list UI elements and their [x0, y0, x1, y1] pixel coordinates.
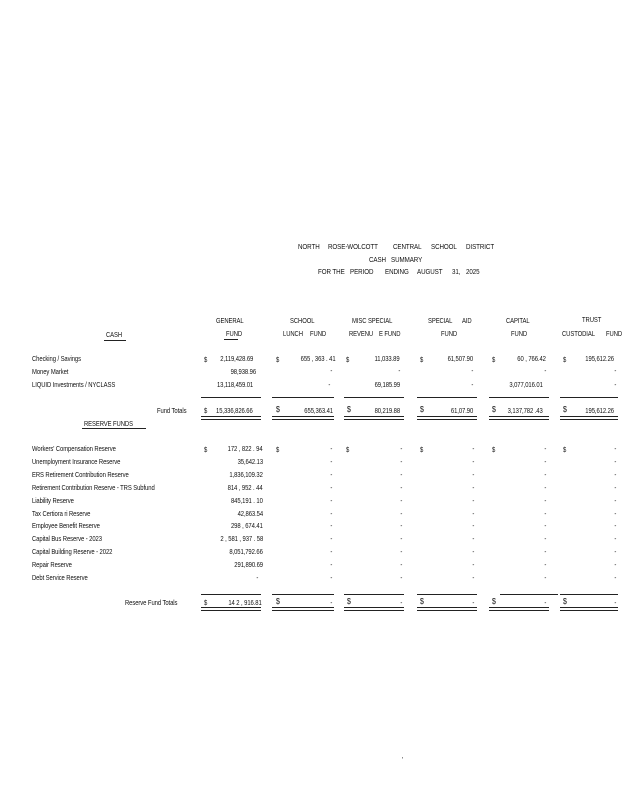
cell: 60 , 766.42: [517, 354, 546, 363]
cell: 2,119,428.69: [220, 354, 253, 363]
dollar-sign: $: [492, 596, 496, 606]
double-rule: [344, 416, 404, 420]
dollar-sign: $: [204, 598, 208, 607]
sum-rule: [272, 397, 334, 398]
cell: -: [544, 547, 546, 556]
cell: -: [256, 573, 258, 582]
col-general-top: GENERAL: [216, 316, 244, 325]
dollar-sign: $: [346, 355, 350, 364]
cell: -: [544, 496, 546, 505]
cell: -: [544, 470, 546, 479]
dollar-sign: $: [204, 445, 208, 454]
sum-rule: [272, 594, 334, 595]
cell: -: [330, 496, 332, 505]
cell: -: [400, 444, 402, 453]
col-underline: [224, 339, 238, 340]
row-label: Capital Bus Reserve - 2023: [32, 534, 102, 543]
cell: -: [330, 366, 332, 375]
cell: -: [614, 444, 616, 453]
double-rule: [201, 416, 261, 420]
cell: -: [472, 457, 474, 466]
cell: -: [614, 483, 616, 492]
dollar-sign: $: [492, 445, 496, 454]
header-word: AUGUST: [417, 267, 443, 276]
cell: -: [400, 573, 402, 582]
row-label: Employee Benefit Reserve: [32, 521, 100, 530]
cell: -: [400, 560, 402, 569]
col-lunch-bottom-b: FUND: [310, 329, 327, 338]
dollar-sign: $: [276, 355, 280, 364]
cell: 42,863.54: [237, 509, 263, 518]
header-word: NORTH: [298, 242, 320, 251]
cash-heading: CASH: [106, 330, 123, 339]
cell: -: [328, 380, 330, 389]
cell: -: [472, 444, 474, 453]
cell: -: [614, 509, 616, 518]
cell: -: [472, 509, 474, 518]
total-cell: 15,336,826.66: [216, 406, 253, 415]
dollar-sign: $: [420, 445, 424, 454]
cell: -: [472, 496, 474, 505]
dollar-sign: $: [563, 404, 567, 414]
cell: -: [330, 457, 332, 466]
sum-rule: [489, 397, 549, 398]
row-label: LIQUID Investments / NYCLASS: [32, 380, 116, 389]
dollar-sign: $: [420, 404, 424, 414]
cell: -: [614, 457, 616, 466]
cell: -: [614, 496, 616, 505]
col-special-bottom: FUND: [441, 329, 458, 338]
cell: -: [400, 470, 402, 479]
row-label: Capital Building Reserve - 2022: [32, 547, 113, 556]
cell: 2 , 581 , 937 . 58: [220, 534, 263, 543]
double-rule: [417, 607, 477, 611]
total-cell: -: [400, 598, 402, 607]
header-word: CASH: [369, 255, 386, 264]
col-misc-bottom-b: E FUND: [379, 329, 401, 338]
cell: -: [544, 444, 546, 453]
cell: -: [614, 560, 616, 569]
cell: -: [472, 521, 474, 530]
header-word: 31,: [452, 267, 461, 276]
reserve-heading: RESERVE FUNDS: [84, 419, 133, 428]
cell: -: [400, 457, 402, 466]
double-rule: [344, 607, 404, 611]
total-cell: -: [614, 598, 616, 607]
total-cell: 195,612.26: [585, 406, 614, 415]
cell: 3,077,016.01: [509, 380, 543, 389]
header-word: DISTRICT: [466, 242, 495, 251]
dollar-sign: $: [420, 355, 424, 364]
page-mark: ': [402, 755, 404, 764]
totals-label: Fund Totals: [157, 406, 187, 415]
dollar-sign: $: [563, 445, 567, 454]
cell: -: [471, 366, 473, 375]
cell: 814 , 952 . 44: [228, 483, 263, 492]
dollar-sign: $: [563, 596, 567, 606]
row-label: ERS Retirement Contribution Reserve: [32, 470, 129, 479]
row-label: Unemployment Insurance Reserve: [32, 457, 121, 466]
cell: -: [330, 547, 332, 556]
total-cell: -: [472, 598, 474, 607]
cell: -: [400, 496, 402, 505]
cell: -: [614, 366, 616, 375]
cell: -: [472, 483, 474, 492]
dollar-sign: $: [204, 355, 208, 364]
cell: -: [400, 521, 402, 530]
double-rule: [560, 607, 618, 611]
double-rule: [272, 607, 334, 611]
col-trust-bottom-b: FUND: [606, 329, 622, 338]
cell: -: [330, 509, 332, 518]
col-trust-top: TRUST: [582, 315, 602, 324]
row-label: Liability Reserve: [32, 496, 74, 505]
header-word: FOR THE: [318, 267, 345, 276]
cell: -: [614, 534, 616, 543]
total-cell: -: [544, 598, 546, 607]
col-lunch-top: SCHOOL: [290, 316, 315, 325]
sum-rule: [344, 397, 404, 398]
double-rule: [560, 416, 618, 420]
sum-rule: [201, 594, 261, 595]
col-misc-top: MISC SPECIAL: [352, 316, 393, 325]
dollar-sign: $: [563, 355, 567, 364]
header-word: SUMMARY: [391, 255, 423, 264]
row-label: Repair Reserve: [32, 560, 72, 569]
col-trust-bottom-a: CUSTODIAL: [562, 329, 595, 338]
dollar-sign: $: [276, 445, 280, 454]
cell: 1,836,109.32: [229, 470, 263, 479]
header-word: ENDING: [385, 267, 409, 276]
cell: 35,642.13: [237, 457, 263, 466]
cell: 8,051,792.66: [229, 547, 263, 556]
cell: -: [400, 534, 402, 543]
cell: -: [472, 470, 474, 479]
cell: 11,033.89: [374, 354, 400, 363]
reserve-heading-underline: [82, 428, 146, 429]
row-label: Tax Certiora ri Reserve: [32, 509, 91, 518]
dollar-sign: $: [204, 406, 208, 415]
cell: -: [544, 483, 546, 492]
cell: 195,612.26: [585, 354, 614, 363]
cell: -: [544, 366, 546, 375]
sum-rule: [344, 594, 404, 595]
header-word: 2025: [466, 267, 480, 276]
double-rule: [201, 607, 261, 611]
dollar-sign: $: [276, 404, 280, 414]
sum-rule: [417, 594, 477, 595]
row-label: Debt Service Reserve: [32, 573, 88, 582]
cell: -: [400, 547, 402, 556]
cell: -: [330, 560, 332, 569]
col-capital-top: CAPITAL: [506, 316, 530, 325]
double-rule: [417, 416, 477, 420]
sum-rule: [560, 397, 618, 398]
cell: 172 , 822 . 94: [228, 444, 263, 453]
cell: -: [471, 380, 473, 389]
sum-rule: [201, 397, 261, 398]
cell: -: [330, 573, 332, 582]
cell: -: [330, 444, 332, 453]
cell: -: [544, 509, 546, 518]
header-word: ROSE-WOLCOTT: [328, 242, 378, 251]
cell: -: [472, 573, 474, 582]
row-label: Workers' Compensation Reserve: [32, 444, 116, 453]
col-lunch-bottom-a: LUNCH: [283, 329, 303, 338]
cell: -: [400, 509, 402, 518]
cell: 655 , 363 . 41: [301, 354, 336, 363]
cell: -: [472, 560, 474, 569]
row-label: Retirement Contribution Reserve - TRS Subfund: [32, 483, 155, 492]
cell: 845,191 . 10: [231, 496, 263, 505]
cell: -: [544, 534, 546, 543]
col-special-top: SPECIAL: [428, 316, 453, 325]
total-cell: 655,363.41: [304, 406, 333, 415]
total-cell: 80,219.88: [374, 406, 400, 415]
totals-label: Reserve Fund Totals: [125, 598, 178, 607]
total-cell: -: [330, 598, 332, 607]
double-rule: [489, 607, 549, 611]
dollar-sign: $: [492, 355, 496, 364]
cell: -: [614, 521, 616, 530]
cash-heading-underline: [104, 340, 126, 341]
dollar-sign: $: [347, 404, 351, 414]
cell: -: [472, 547, 474, 556]
cell: -: [614, 470, 616, 479]
dollar-sign: $: [276, 596, 280, 606]
row-label: Money Market: [32, 367, 69, 376]
col-special-top-b: AID: [462, 316, 472, 325]
cell: -: [330, 521, 332, 530]
sum-rule: [560, 594, 618, 595]
cell: -: [544, 560, 546, 569]
cell: 291,890.69: [234, 560, 263, 569]
total-cell: 14 2 , 916.81: [228, 598, 262, 607]
sum-rule: [417, 397, 477, 398]
cell: -: [544, 457, 546, 466]
cell: 13,118,459.01: [216, 380, 253, 389]
row-label: Checking / Savings: [32, 354, 81, 363]
double-rule: [272, 416, 334, 420]
dollar-sign: $: [347, 596, 351, 606]
col-general-bottom: FUND: [226, 329, 243, 338]
total-cell: 3,137,782 .43: [508, 406, 543, 415]
dollar-sign: $: [346, 445, 350, 454]
cell: 61,507.90: [447, 354, 473, 363]
dollar-sign: $: [492, 404, 496, 414]
header-word: SCHOOL: [431, 242, 457, 251]
cell: -: [614, 547, 616, 556]
total-cell: 61,07.90: [450, 406, 473, 415]
cell: 298 , 674.41: [231, 521, 263, 530]
sum-rule: [500, 594, 558, 595]
cell: -: [544, 573, 546, 582]
double-rule: [489, 416, 549, 420]
header-word: PERIOD: [350, 267, 374, 276]
cell: -: [472, 534, 474, 543]
cell: -: [400, 483, 402, 492]
cell: -: [330, 534, 332, 543]
cell: -: [330, 470, 332, 479]
cell: -: [330, 483, 332, 492]
cell: -: [614, 573, 616, 582]
cell: 98,938.96: [230, 367, 256, 376]
cell: 69,185.99: [374, 380, 400, 389]
cell: -: [398, 366, 400, 375]
dollar-sign: $: [420, 596, 424, 606]
header-word: CENTRAL: [393, 242, 422, 251]
cell: -: [544, 521, 546, 530]
cell: -: [614, 380, 616, 389]
col-misc-bottom-a: REVENU: [349, 329, 374, 338]
col-capital-bottom: FUND: [511, 329, 528, 338]
